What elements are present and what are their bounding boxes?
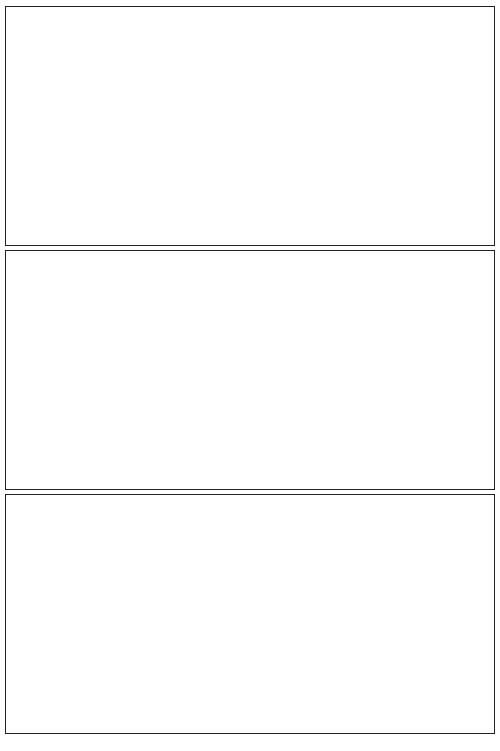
column-group [6,495,494,733]
column-group [6,251,494,489]
text-panel-top [5,6,495,246]
text-panel-bottom [5,494,495,734]
text-panel-middle [5,250,495,490]
column-group [6,7,494,245]
